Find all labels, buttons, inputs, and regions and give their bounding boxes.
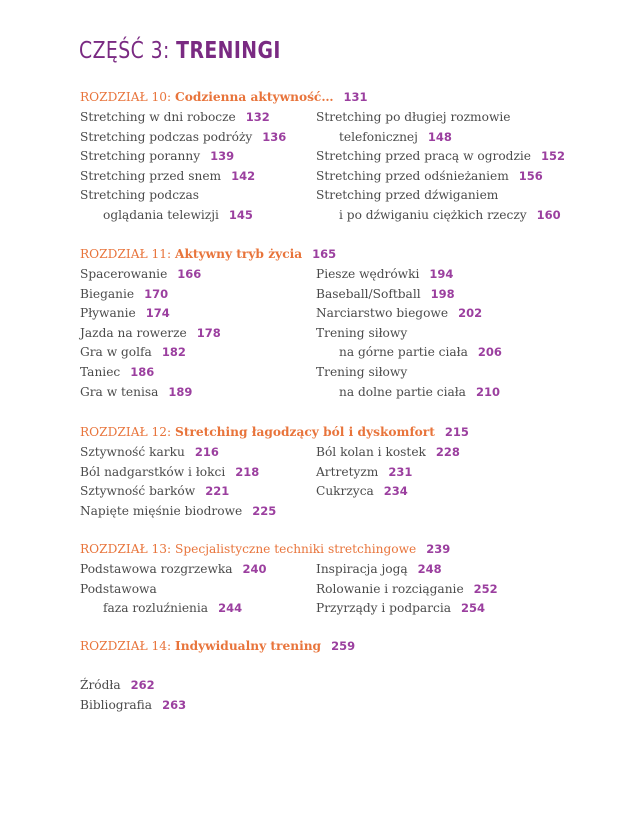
entry-label: Stretching podczas (80, 188, 199, 203)
page-number: 131 (343, 90, 368, 104)
entry-label: Narciarstwo biegowe (316, 306, 449, 321)
toc-entry[interactable] (316, 482, 596, 502)
toc-entry[interactable] (80, 443, 316, 463)
back-matter (80, 676, 186, 715)
part-title (79, 38, 281, 64)
page-number: 206 (477, 345, 502, 360)
page-number: 142 (231, 168, 256, 183)
page-number: 170 (144, 286, 169, 301)
entry-label: Stretching przed pracą w ogrodzie (316, 149, 532, 164)
page-number: 182 (161, 345, 186, 360)
page-number: 225 (252, 503, 277, 518)
toc-entry[interactable] (80, 285, 316, 305)
entry-label: Bieganie (80, 286, 135, 301)
chapter-number: ROZDZIAŁ 10: (80, 90, 176, 104)
entry-label: Stretching po długiej rozmowie (316, 110, 511, 124)
entry-label: Stretching poranny (80, 149, 201, 164)
left-column (80, 108, 316, 226)
right-column (316, 108, 596, 226)
toc-entry[interactable] (316, 443, 596, 463)
entry-label: Inspiracja jogą (316, 562, 408, 576)
toc-entry[interactable] (80, 580, 316, 600)
chapter-heading[interactable] (80, 637, 355, 657)
chapter-heading[interactable] (80, 88, 368, 108)
chapter-section (80, 637, 355, 657)
chapter-heading[interactable] (80, 423, 469, 443)
toc-entry[interactable] (80, 463, 316, 483)
chapter-number: ROZDZIAŁ 13: (80, 542, 176, 556)
entry-label: Źródła (80, 678, 121, 692)
toc-entry[interactable] (316, 186, 596, 206)
left-column (80, 265, 316, 402)
entry-label: Sztywność karku (80, 445, 185, 459)
page-number: 252 (473, 581, 498, 596)
page-number: 174 (145, 306, 170, 321)
toc-entry[interactable] (80, 206, 316, 226)
page-number: 216 (194, 445, 219, 459)
toc-entry[interactable] (80, 167, 316, 187)
chapter-title: Indywidualny trening (175, 639, 322, 653)
chapter-section (80, 423, 469, 518)
left-column (80, 560, 316, 619)
entry-label: Stretching w dni robocze (80, 110, 236, 124)
toc-entry[interactable] (316, 285, 596, 305)
page-number: 156 (518, 168, 543, 183)
page-number: 178 (196, 325, 221, 340)
entry-label: Pływanie (80, 306, 136, 321)
entry-label: faza rozluźnienia (103, 601, 209, 616)
entry-label: Stretching podczas podróży (80, 129, 253, 144)
toc-entry[interactable] (80, 383, 316, 403)
entry-label: Sztywność barków (80, 484, 196, 499)
toc-entry[interactable] (80, 324, 316, 344)
entry-label: Ból nadgarstków i łokci (80, 464, 226, 479)
page-number: 145 (228, 207, 253, 222)
part-name: TRENINGI (176, 38, 281, 64)
page-number: 248 (417, 562, 442, 576)
page-number: 210 (475, 384, 500, 399)
entry-label: Baseball/Softball (316, 286, 421, 301)
page-number: 262 (130, 678, 155, 692)
entry-label: Gra w golfa (80, 345, 152, 360)
right-column (316, 265, 596, 402)
toc-entry[interactable] (316, 128, 596, 148)
chapter-heading[interactable] (80, 245, 336, 265)
toc-entry[interactable] (80, 343, 316, 363)
entry-label: Stretching przed snem (80, 168, 222, 183)
toc-entry[interactable] (80, 676, 186, 696)
toc-entry[interactable] (316, 580, 596, 600)
page-number: 160 (536, 207, 561, 222)
toc-entry[interactable] (80, 304, 316, 324)
entry-label: Przyrządy i podparcia (316, 601, 452, 616)
page-number: 221 (205, 484, 230, 499)
entry-label: Taniec (80, 364, 121, 379)
entry-label: Podstawowa rozgrzewka (80, 562, 233, 576)
toc-entry[interactable] (80, 599, 316, 619)
chapter-title: Stretching łagodzący ból i dyskomfort (175, 425, 435, 439)
entry-label: Spacerowanie (80, 267, 168, 281)
toc-entry[interactable] (80, 265, 316, 285)
entry-label: oglądania telewizji (103, 207, 219, 222)
toc-entry[interactable] (316, 265, 596, 285)
toc-entry[interactable] (80, 560, 316, 580)
part-prefix: CZĘŚĆ 3: (79, 38, 170, 64)
entry-label: Bibliografia (80, 697, 153, 712)
page-number: 166 (177, 267, 202, 281)
page-number: 202 (458, 306, 483, 321)
toc-entry[interactable] (316, 363, 596, 383)
toc-entry[interactable] (80, 128, 316, 148)
page-number: 234 (383, 484, 408, 499)
toc-entry[interactable] (316, 599, 596, 619)
chapter-number: ROZDZIAŁ 12: (80, 425, 176, 439)
entry-label: Trening siłowy (316, 325, 408, 340)
chapter-number: ROZDZIAŁ 11: (80, 247, 176, 261)
chapter-title: Codzienna aktywność… (175, 90, 334, 104)
right-column (316, 443, 596, 502)
entry-label: Ból kolan i kostek (316, 445, 426, 459)
toc-entry[interactable] (316, 324, 596, 344)
toc-entry[interactable] (80, 363, 316, 383)
toc-entry[interactable] (316, 343, 596, 363)
toc-entry[interactable] (80, 696, 186, 716)
page-number: 228 (435, 445, 460, 459)
toc-entry[interactable] (316, 108, 596, 128)
toc-entry[interactable] (316, 147, 596, 167)
page-number: 231 (388, 464, 413, 479)
page-number: 139 (210, 149, 235, 164)
page-number: 152 (541, 149, 566, 164)
page-number: 194 (429, 267, 454, 281)
chapter-section (80, 245, 502, 399)
page-number: 136 (262, 129, 287, 144)
page-number: 215 (444, 425, 469, 439)
entry-label: telefonicznej (339, 129, 418, 144)
entry-label: Cukrzyca (316, 484, 374, 499)
toc-entry[interactable] (80, 108, 316, 128)
entry-label: na dolne partie ciała (339, 384, 466, 399)
page-number: 218 (235, 464, 260, 479)
chapter-section (80, 540, 498, 616)
entry-label: Rolowanie i rozciąganie (316, 581, 464, 596)
entry-label: Podstawowa (80, 581, 157, 596)
left-column (80, 443, 316, 521)
toc-entry[interactable] (316, 206, 596, 226)
page-number: 263 (162, 697, 187, 712)
toc-entry[interactable] (316, 383, 596, 403)
page-number: 259 (331, 639, 356, 653)
page-number: 198 (430, 286, 455, 301)
entry-label: Trening siłowy (316, 364, 408, 379)
page-number: 240 (242, 562, 267, 576)
toc-entry[interactable] (80, 186, 316, 206)
chapter-section (80, 88, 566, 222)
toc-entry[interactable] (316, 304, 596, 324)
right-column (316, 560, 596, 619)
page-number: 189 (168, 384, 193, 399)
entry-label: Gra w tenisa (80, 384, 159, 399)
chapter-number: ROZDZIAŁ 14: (80, 639, 176, 653)
page-number: 186 (130, 364, 155, 379)
entry-label: Stretching przed odśnieżaniem (316, 168, 509, 183)
entry-label: Napięte mięśnie biodrowe (80, 503, 243, 518)
entry-label: Stretching przed dźwiganiem (316, 188, 499, 203)
page-number: 244 (218, 601, 243, 616)
toc-entry[interactable] (80, 482, 316, 502)
entry-label: Artretyzm (316, 464, 379, 479)
toc-entry[interactable] (80, 147, 316, 167)
page-number: 254 (461, 601, 486, 616)
toc-entry[interactable] (316, 167, 596, 187)
entry-label: Piesze wędrówki (316, 267, 420, 281)
toc-entry[interactable] (80, 502, 316, 522)
page-number: 132 (245, 110, 270, 124)
chapter-heading[interactable] (80, 540, 450, 560)
toc-entry[interactable] (316, 560, 596, 580)
entry-label: i po dźwiganiu ciężkich rzeczy (339, 207, 527, 222)
chapter-title: Specjalistyczne techniki stretchingowe (175, 542, 417, 556)
toc-entry[interactable] (316, 463, 596, 483)
page-number: 148 (427, 129, 452, 144)
page-number: 239 (426, 542, 451, 556)
entry-label: na górne partie ciała (339, 345, 468, 360)
entry-label: Jazda na rowerze (80, 325, 187, 340)
chapter-title: Aktywny tryb życia (175, 247, 303, 261)
page-number: 165 (312, 247, 337, 261)
